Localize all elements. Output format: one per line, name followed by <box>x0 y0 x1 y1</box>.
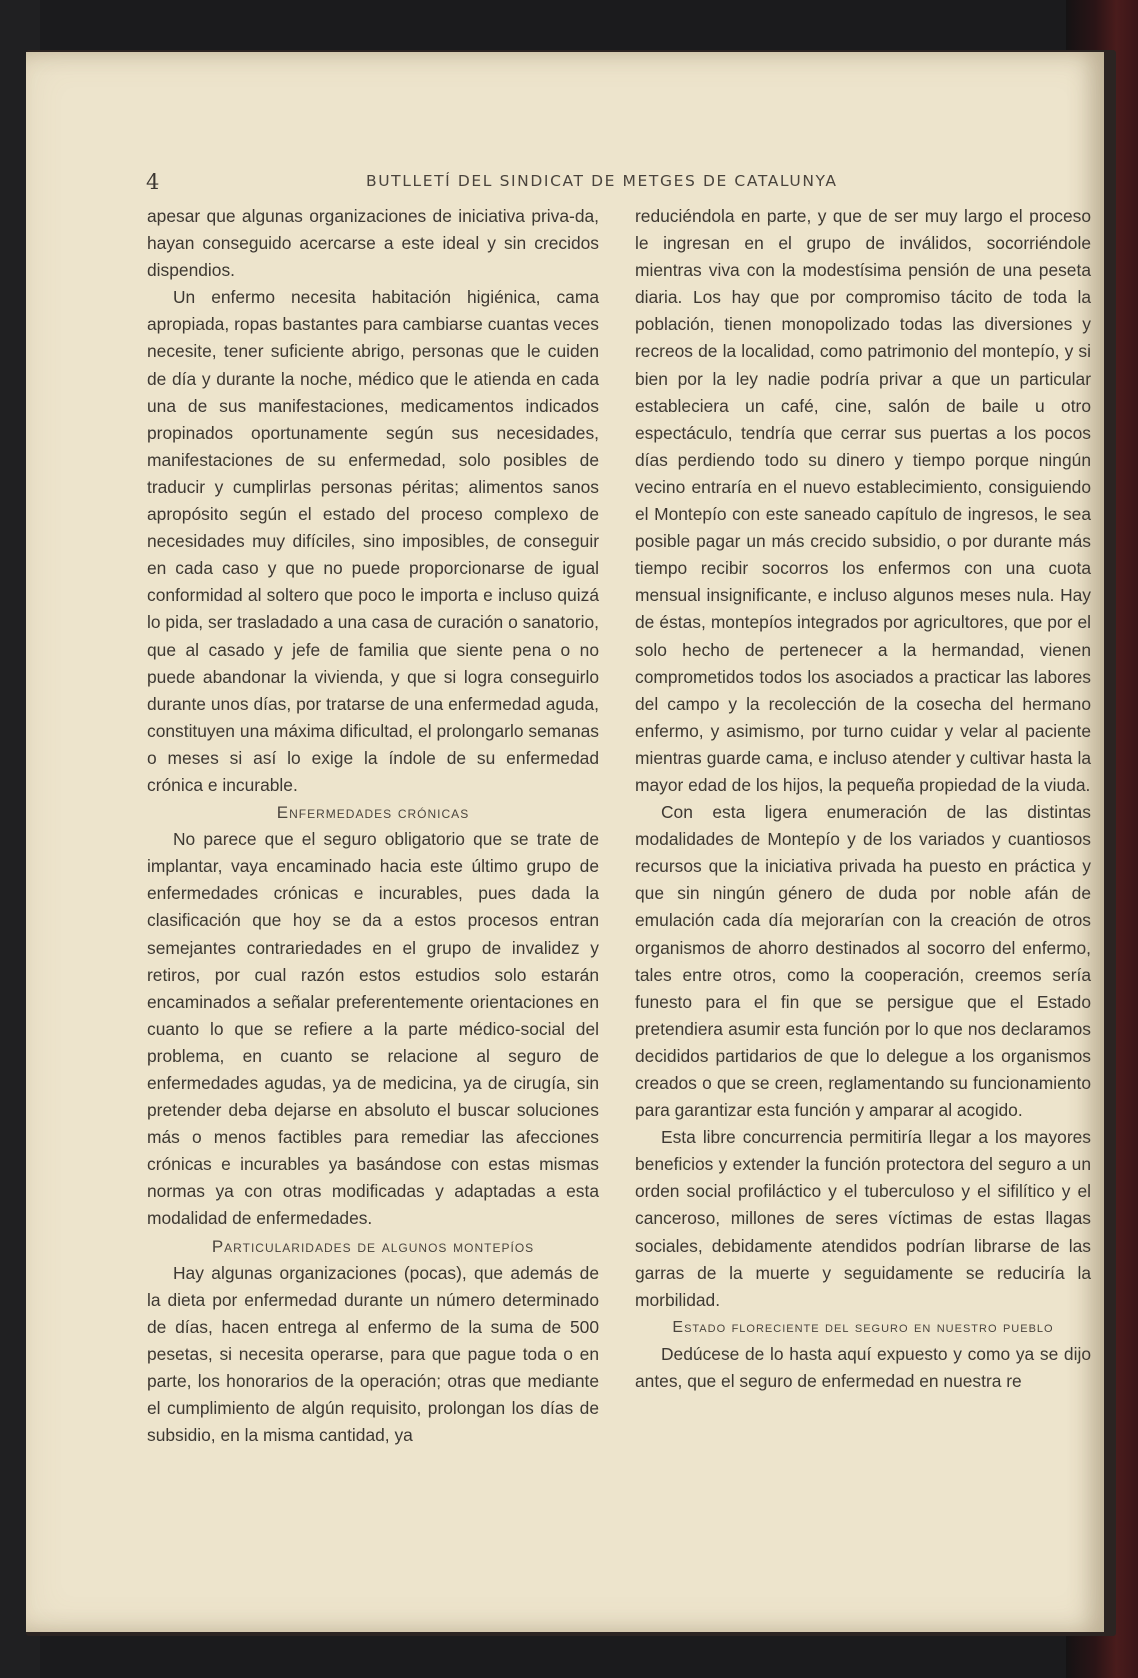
section-heading-montepios: Particularidades de algunos montepíos <box>211 1236 535 1256</box>
section-heading-cronicas: Enfermedades crónicas <box>276 803 470 823</box>
scanned-page <box>26 52 1104 1632</box>
right-column <box>635 203 1091 1395</box>
right-paragraph-3: Esta libre concurrencia permitiría llegar a los mayores beneficios y extender la función protectora del seguro a un orden social profiláctico y el tuberculoso y el sifilítico y el canceroso, millones de seres víctimas de estas llagas sociales, debidamente atendidos podrían librarse de las garras de la muerte y seguidamente se reduciría la morbilidad. <box>635 1127 1091 1310</box>
right-paragraph-4: Dedúcese de lo hasta aquí expuesto y como ya se dijo antes, que el seguro de enfermedad en nuestra re <box>635 1343 1091 1392</box>
left-column <box>147 203 599 1449</box>
page-number: 4 <box>146 170 160 194</box>
section-heading-estado: Estado floreciente del seguro en nuestro pueblo <box>672 1318 1054 1336</box>
running-head: BUTLLETÍ DEL SINDICAT DE METGES DE CATALUNYA <box>366 172 838 190</box>
left-paragraph-1: apesar que algunas organizaciones de iniciativa priva-da, hayan conseguido acercarse a este ideal y sin crecidos dispendios. <box>147 206 599 281</box>
right-paragraph-2: Con esta ligera enumeración de las distintas modalidades de Montepío y de los variados y cuantiosos recursos que la iniciativa privada ha puesto en práctica y que sin ningún género de duda por noble afán de emulación cada día mejorarían con la creación de otros organismos de ahorro destinados al socorro del enfermo, tales entre otros, como la cooperación, creemos sería funesto para el fin que se persigue que el Estado pretendiera asumir esta función por lo que nos declaramos decididos partidarios de que lo delegue a los organismos creados o que se creen, reglamentando su funcionamiento para garantizar esta función y amparar al acogido. <box>635 802 1091 1121</box>
left-paragraph-2: Un enfermo necesita habitación higiénica, cama apropiada, ropas bastantes para cambiarse cuantas veces necesite, tener suficiente abrigo, personas que le cuiden de día y durante la noche, médico que le atienda en cada una de sus manifestaciones, medicamentos indicados propinados oportunamente según sus necesidades, manifestaciones de su enfermedad, solo posibles de traducir y cumplirlas personas péritas; alimentos sanos apropósito según el estado del proceso complexo de necesidades muy difíciles, sino imposibles, de conseguir en cada caso y que no puede proporcionarse de igual conformidad al soltero que poco le importa e incluso quizá lo pida, ser trasladado a una casa de curación o sanatorio, que al casado y jefe de familia que siente pena o no puede abandonar la vivienda, y que si logra conseguirlo durante unos días, por tratarse de una enfermedad aguda, constituyen una máxima dificultad, el prolongarlo semanas o meses si así lo exige la índole de su enfermedad crónica e incurable. <box>147 287 599 795</box>
left-paragraph-4: Hay algunas organizaciones (pocas), que además de la dieta por enfermedad durante un número determinado de días, hacen entrega al enfermo de la suma de 500 pesetas, si necesita operarse, para que pague toda o en parte, los honorarios de la operación; otras que mediante el cumplimiento de algún requisito, prolongan los días de subsidio, en la misma cantidad, ya <box>147 1262 599 1446</box>
left-paragraph-3: No parece que el seguro obligatorio que se trate de implantar, vaya encaminado hacia este último grupo de enfermedades crónicas e incurables, pues dada la clasificación que hoy se da a estos procesos entran semejantes contrariedades en el grupo de invalidez y retiros, por cual razón estos estudios solo estarán encaminados a señalar preferentemente orientaciones en cuanto lo que se refiere a la parte médico-social del problema, en cuanto se relacione al seguro de enfermedades agudas, ya de medicina, ya de cirugía, sin pretender deba dejarse en absoluto el buscar soluciones más o menos factibles para remediar las afecciones crónicas e incurables ya basándose con estas mismas normas ya con otras modificadas y adaptadas a esta modalidad de enfermedades. <box>147 829 599 1229</box>
right-paragraph-1: reduciéndola en parte, y que de ser muy largo el proceso le ingresan en el grupo de inválidos, socorriéndole mientras viva con la modestísima pensión de una peseta diaria. Los hay que por compromiso tácito de toda la población, tienen monopolizado todas las diversiones y recreos de la localidad, como patrimonio del montepío, y si bien por la ley nadie podría privar a que un particular estableciera un café, cine, salón de baile u otro espectáculo, tendría que cerrar sus puertas a los pocos días perdiendo todo su dinero y tiempo porque ningún vecino entraría en el nuevo establecimiento, consiguiendo el Montepío con este saneado capítulo de ingresos, le sea posible pagar un más crecido subsidio, o por durante más tiempo recibir socorros los enfermos con una cuota mensual insignificante, e incluso algunos meses nula. Hay de éstas, montepíos integrados por agricultores, que por el solo hecho de pertenecer a la hermandad, vienen comprometidos todos los asociados a practicar las labores del campo y la recolección de la cosecha del hermano enfermo, y asimismo, por turno cuidar y velar al paciente mientras guarde cama, e incluso atender y cultivar hasta la mayor edad de los hijos, la pequeña propiedad de la viuda. <box>635 206 1091 795</box>
